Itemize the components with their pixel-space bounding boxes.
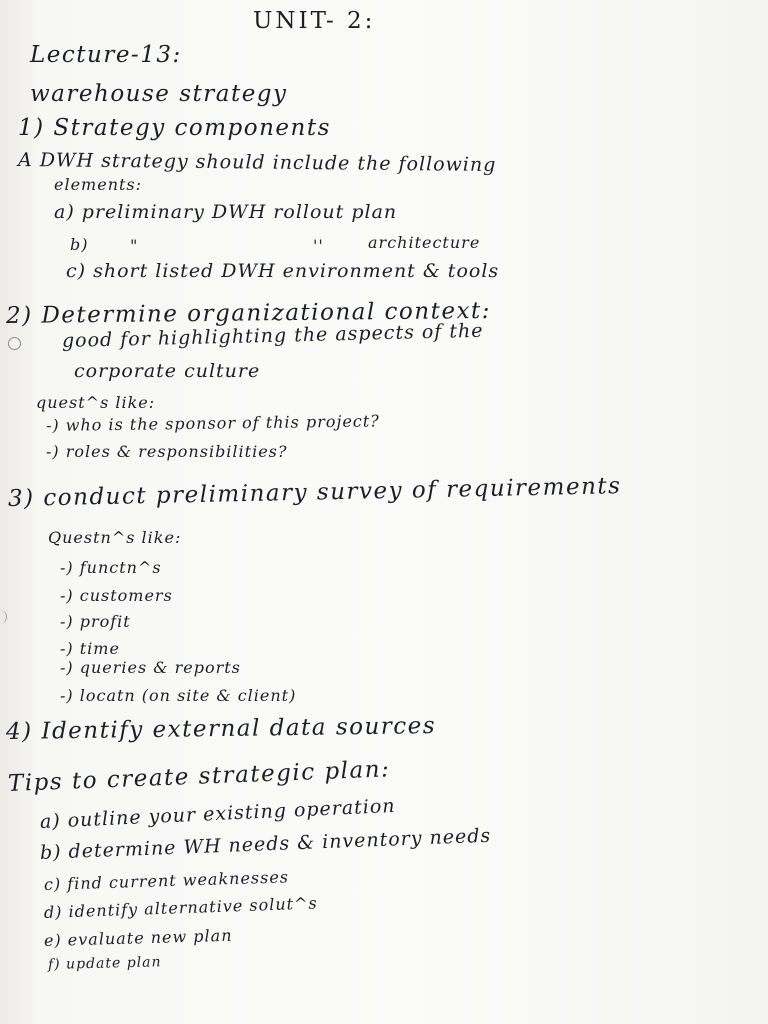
- item-1a: a) preliminary DWH rollout plan: [54, 201, 398, 223]
- tip-d: d) identify alternative solut^s: [43, 893, 318, 922]
- section-4-heading: 4) Identify external data sources: [5, 712, 437, 745]
- section-2-line-2: corporate culture: [74, 360, 261, 382]
- section-1-heading: 1) Strategy components: [18, 115, 331, 141]
- list-item: -) functn^s: [60, 558, 162, 577]
- tip-c: c) find current weaknesses: [43, 867, 290, 894]
- section-2-line-1: good for highlighting the aspects of the: [61, 319, 484, 352]
- tip-b: b) determine WH needs & inventory needs: [39, 824, 492, 864]
- item-1c: c) short listed DWH environment & tools: [66, 260, 500, 282]
- item-1b-label: b): [70, 235, 89, 254]
- item-1b-text: architecture: [368, 233, 481, 252]
- list-item: -) customers: [60, 586, 173, 605]
- item-1b-ditto-2: '': [313, 236, 324, 255]
- list-item: -) queries & reports: [60, 658, 241, 677]
- page-edge-mark: [0, 610, 7, 624]
- section-1-intro: A DWH strategy should include the following: [17, 149, 497, 177]
- section-1-intro-cont: elements:: [54, 175, 143, 194]
- section-2-question-2: -) roles & responsibilities?: [46, 442, 288, 461]
- section-2-heading: 2) Determine organizational context:: [5, 297, 492, 329]
- tip-a: a) outline your existing operation: [39, 794, 397, 833]
- lecture-heading: Lecture-13:: [30, 42, 182, 68]
- list-item: -) profit: [60, 612, 131, 631]
- tips-heading: Tips to create strategic plan:: [7, 756, 391, 797]
- punch-hole: [8, 337, 21, 350]
- section-2-question-1: -) who is the sponsor of this project?: [45, 411, 380, 435]
- page-title: UNIT- 2:: [253, 8, 376, 34]
- list-item: -) locatn (on site & client): [60, 686, 297, 705]
- tip-e: e) evaluate new plan: [43, 925, 233, 950]
- section-3-heading: 3) conduct preliminary survey of requirements: [7, 473, 622, 512]
- list-item: -) time: [60, 639, 120, 658]
- section-2-questions-label: quest^s like:: [36, 393, 156, 412]
- section-3-questions-label: Questn^s like:: [48, 528, 182, 547]
- topic-heading: warehouse strategy: [30, 81, 288, 107]
- tip-f: f) update plan: [47, 954, 162, 973]
- item-1b-ditto-1: ": [130, 236, 139, 255]
